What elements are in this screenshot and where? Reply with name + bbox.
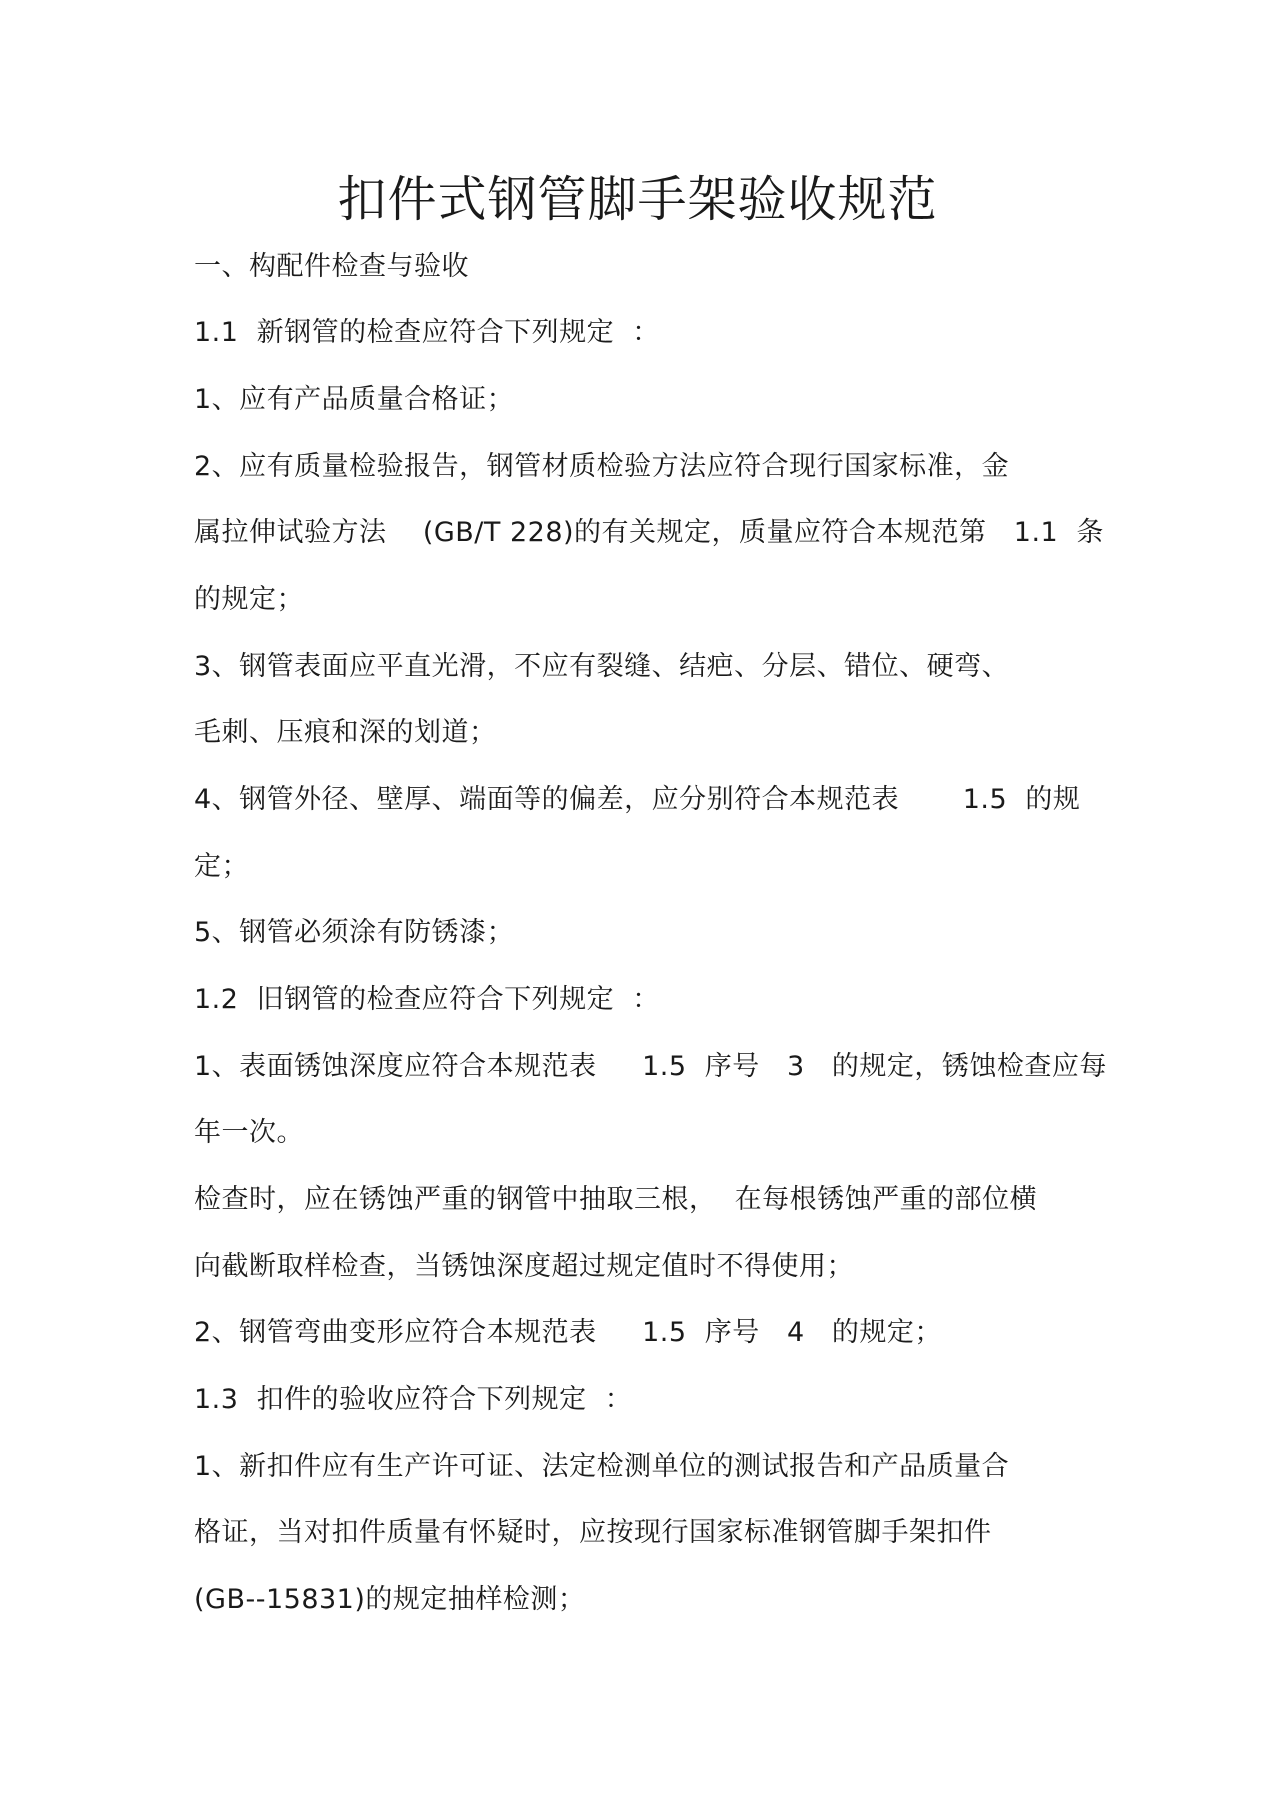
clause-heading: 1.2 旧钢管的检查应符合下列规定 ： [194, 984, 660, 1015]
paragraph-line: 向截断取样检查，当锈蚀深度超过规定值时不得使用； [194, 1251, 854, 1282]
paragraph-line: 年一次。 [194, 1117, 304, 1148]
paragraph-line: 4、钢管外径、壁厚、端面等的偏差，应分别符合本规范表 1.5 的规 [194, 784, 1081, 815]
paragraph-line: 属拉伸试验方法 (GB/T 228)的有关规定，质量应符合本规范第 1.1 条 [194, 517, 1104, 548]
clause-heading: 1.3 扣件的验收应符合下列规定 ： [194, 1384, 633, 1415]
paragraph-line: 2、钢管弯曲变形应符合本规范表 1.5 序号 4 的规定； [194, 1317, 942, 1348]
paragraph-line: 3、钢管表面应平直光滑，不应有裂缝、结疤、分层、错位、硬弯、 [194, 651, 1010, 682]
paragraph-line: 1、新扣件应有生产许可证、法定检测单位的测试报告和产品质量合 [194, 1451, 1010, 1482]
paragraph-line: 5、钢管必须涂有防锈漆； [194, 917, 515, 948]
section-heading: 一、构配件检查与验收 [194, 251, 469, 282]
paragraph-line: (GB--15831)的规定抽样检测； [194, 1584, 586, 1615]
paragraph-line: 定； [194, 851, 249, 882]
paragraph-line: 2、应有质量检验报告，钢管材质检验方法应符合现行国家标准，金 [194, 451, 1010, 482]
paragraph-line: 格证，当对扣件质量有怀疑时，应按现行国家标准钢管脚手架扣件 [194, 1517, 992, 1548]
paragraph-line: 1、应有产品质量合格证； [194, 384, 515, 415]
paragraph-line: 的规定； [194, 584, 304, 615]
document-title: 扣件式钢管脚手架验收规范 [337, 171, 938, 228]
paragraph-line: 1、表面锈蚀深度应符合本规范表 1.5 序号 3 的规定，锈蚀检查应每 [194, 1051, 1107, 1082]
paragraph-line: 毛刺、压痕和深的划道； [194, 717, 497, 748]
paragraph-line: 检查时，应在锈蚀严重的钢管中抽取三根， 在每根锈蚀严重的部位横 [194, 1184, 1038, 1215]
clause-heading: 1.1 新钢管的检查应符合下列规定 ： [194, 317, 660, 348]
